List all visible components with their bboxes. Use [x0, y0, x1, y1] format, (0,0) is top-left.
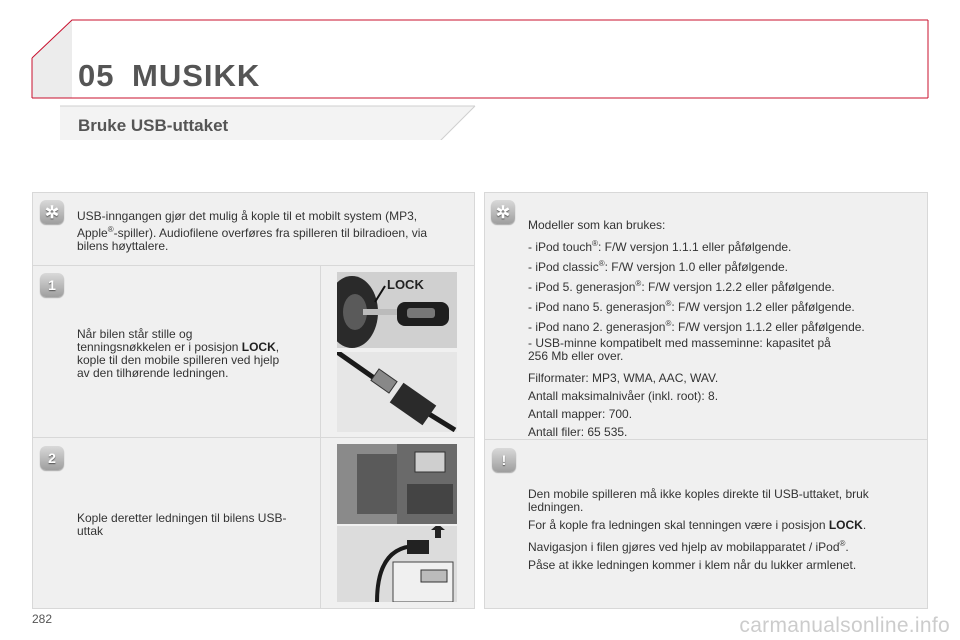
watermark: carmanualsonline.info: [739, 614, 950, 637]
formats: Filformater: MP3, WMA, AAC, WAV.: [528, 371, 719, 385]
section-title: Bruke USB-uttaket: [78, 116, 229, 135]
left-image-divider: [320, 266, 321, 608]
chapter-number: 05: [78, 58, 115, 93]
step-1-badge: 1: [40, 273, 64, 297]
models-text: [528, 219, 920, 444]
armrest-image: [337, 444, 457, 524]
usb-cable-image: [337, 352, 457, 432]
chapter-title: MUSIKK: [132, 58, 261, 93]
model-item: - iPod classic®: F/W versjon 1.0 eller påfølgende.: [528, 259, 789, 274]
left-divider-2: [33, 437, 474, 438]
step-1-text: Når bilen står stille og tenningsnøkkelen er i posisjon LOCK, kople til den mobile spilleren ved hjelp av den tilhørende ledningen.: [77, 327, 280, 380]
intro-line-2: Apple®-spiller). Audiofilene overføres fra spilleren til bilradioen, via: [77, 225, 428, 240]
files: Antall filer: 65 535.: [528, 425, 628, 439]
models-intro: Modeller som kan brukes:: [528, 218, 666, 232]
page-number: 282: [32, 612, 53, 626]
usb-line-1: - USB-minne kompatibelt med masseminne: kapasitet på: [528, 336, 831, 350]
step-2-text: Kople deretter ledningen til bilens USB- uttak: [77, 511, 287, 538]
model-item: - iPod nano 5. generasjon®: F/W versjon 1.2 eller påfølgende.: [528, 299, 855, 314]
max-levels: Antall maksimalnivåer (inkl. root): 8.: [528, 389, 719, 403]
folders: Antall mapper: 700.: [528, 407, 633, 421]
info-gear-icon: ✲: [491, 200, 515, 224]
left-divider-1: [33, 265, 474, 266]
step-2-badge: 2: [40, 446, 64, 470]
model-item: - iPod touch®: F/W versjon 1.1.1 eller påfølgende.: [528, 239, 792, 254]
usb-port-image: [337, 526, 457, 602]
model-item: - iPod 5. generasjon®: F/W versjon 1.2.2 eller påfølgende.: [528, 279, 835, 294]
warning-exclamation-icon: !: [492, 448, 516, 472]
model-item: - iPod nano 2. generasjon®: F/W versjon 1.1.2 eller påfølgende.: [528, 319, 865, 334]
intro-line-1: USB-inngangen gjør det mulig å kople til et mobilt system (MP3,: [77, 209, 418, 223]
intro-text: [77, 210, 467, 253]
intro-line-3: bilens høyttalere.: [77, 239, 169, 253]
lock-label: LOCK: [387, 277, 424, 292]
info-gear-icon: ✲: [40, 200, 64, 224]
usb-line-2: 256 Mb eller over.: [528, 349, 624, 363]
warning-text: Den mobile spilleren må ikke koples direkte til USB-uttaket, bruk ledningen. For å kople fra ledningen skal tenningen være i posisjon LOCK. Navigasjon i filen gjøres ved hjelp av mobilapparatet / iPod®. Påse at ikke ledningen kommer i klem når du lukker armlenet.: [528, 487, 869, 572]
key-lock-image: [337, 272, 457, 348]
